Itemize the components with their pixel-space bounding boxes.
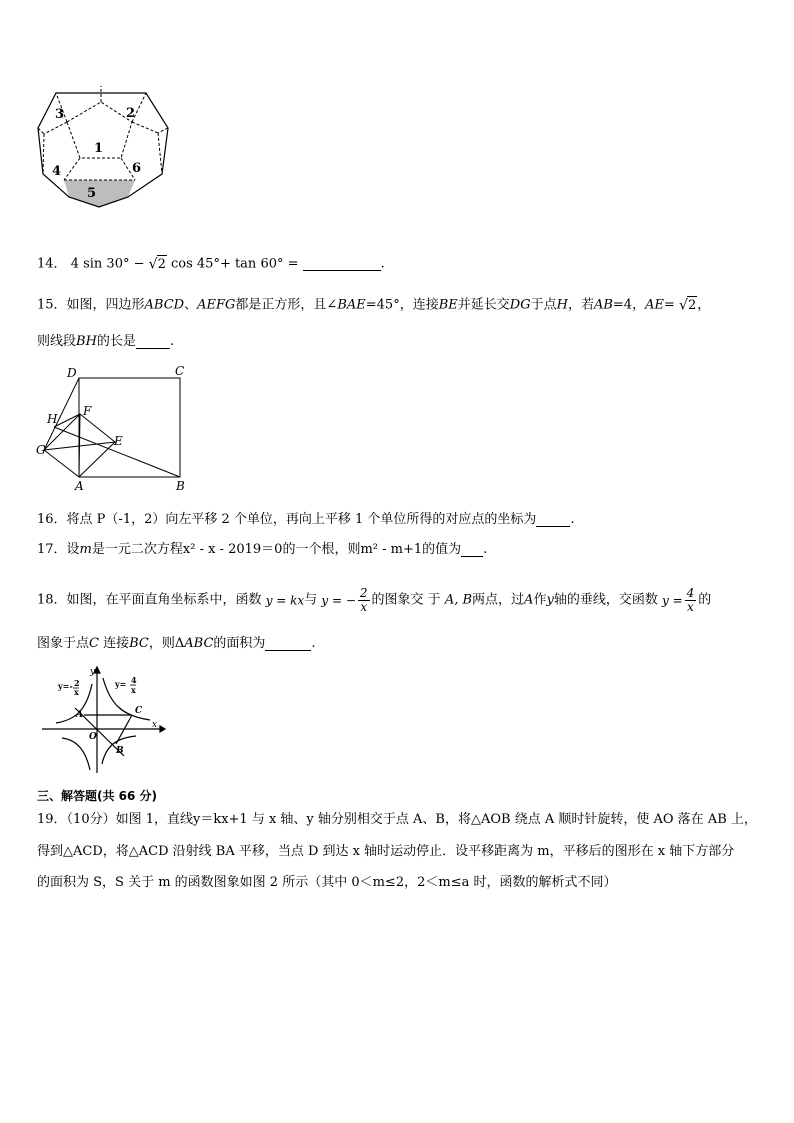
fraction-denominator: x — [360, 600, 368, 614]
q17-a: 17．设 — [37, 542, 80, 557]
q16-text: 16．将点 P（-1，2）向左平移 2 个单位，再向上平移 1 个单位所得的对应点的坐标为 — [37, 512, 537, 527]
q15-sqrt-value: 2 — [687, 298, 697, 313]
q15-ae: AE — [645, 297, 664, 313]
graph-point-a: A — [76, 710, 83, 720]
q18-f: 轴的垂线，交函数 — [553, 592, 658, 608]
q17-b: 是一元二次方程 — [91, 542, 183, 557]
q15-bae: BAE — [337, 297, 366, 313]
graph-point-o: O — [89, 732, 97, 742]
graph-point-c: C — [135, 706, 143, 716]
sqrt-symbol: √ — [148, 256, 158, 273]
q18-line2-d: 的面积为 — [213, 636, 266, 651]
q17-answer-blank[interactable] — [461, 544, 483, 557]
question-15-line1 — [37, 296, 710, 315]
question-14 — [37, 255, 385, 274]
graph-label-right-den: x — [131, 685, 136, 695]
question-19-line1: 19．（10分）如图 1，直线y＝kx+1 与 x 轴、y 轴分别相交于点 A、B，将△AOB 绕点 A 顺时针旋转，使 AO 落在 AB 上， — [37, 812, 757, 827]
graph-label-left-num: 2 — [74, 678, 80, 688]
question-18-line1 — [37, 586, 712, 614]
q18-abc: ABC — [184, 636, 214, 651]
q15-end: . — [169, 334, 175, 349]
dodecahedron-figure — [36, 86, 170, 212]
q18-function-1: y = kx — [265, 593, 305, 608]
label-b: B — [176, 479, 185, 492]
question-15-line2 — [37, 333, 174, 352]
q17-d: 的值为 — [422, 542, 462, 557]
q14-number: 14． — [37, 256, 67, 272]
q14-end: . — [380, 256, 385, 272]
graph-axis-y-label: y — [90, 667, 96, 677]
question-16 — [37, 511, 575, 530]
q14-sqrt-value: 2 — [157, 257, 166, 272]
q15-aefg: AEFG — [197, 297, 236, 313]
q15-bh: BH — [76, 334, 97, 349]
q15-sep: 、 — [184, 297, 198, 313]
label-h: H — [47, 412, 58, 426]
curve-4-over-x-lower — [62, 738, 90, 770]
q16-end: . — [570, 512, 575, 527]
fraction-numerator: 4 — [686, 586, 695, 600]
q17-expression: m² - m+1 — [360, 542, 423, 557]
face-label-6: 6 — [132, 161, 142, 176]
q15-h: H — [556, 297, 568, 313]
q15-line2-a: 则线段 — [37, 334, 77, 349]
q15-text-c: =45°，连接 — [365, 297, 439, 313]
q14-answer-blank[interactable] — [303, 258, 381, 271]
label-f: F — [83, 404, 92, 418]
q15-text-a: 15．如图，四边形 — [37, 297, 145, 313]
q18-g: 的 — [698, 592, 712, 608]
q15-abcd: ABCD — [144, 297, 185, 313]
q18-point-c: C — [89, 636, 99, 651]
q15-text-e: 于点 — [530, 297, 557, 313]
q18-d: 两点，过 — [472, 592, 525, 608]
q17-c: 的一个根，则 — [282, 542, 361, 557]
q18-line2-a: 图象于点 — [37, 636, 90, 651]
section-3-title: 三、解答题(共 66 分) — [37, 789, 158, 803]
label-e: E — [114, 434, 123, 448]
squares-figure — [34, 362, 194, 492]
q14-expr-part1: 4 sin 30° − — [70, 256, 145, 272]
fraction-numerator: 2 — [359, 586, 368, 600]
label-a: A — [75, 479, 84, 492]
q15-text-i: ， — [697, 297, 711, 313]
label-c: C — [175, 364, 185, 378]
coordinate-graph-figure — [40, 666, 168, 776]
graph-label-right-num: 4 — [131, 675, 137, 685]
face-label-5: 5 — [87, 186, 97, 201]
q15-text-f: ，若 — [567, 297, 594, 313]
graph-point-b: B — [116, 746, 124, 756]
q18-function-2-prefix: y = − — [321, 593, 356, 608]
q18-a: 18．如图，在平面直角坐标系中，函数 — [37, 592, 262, 608]
q18-line2-b: 连接 — [103, 636, 130, 651]
q15-line2-b: 的长是 — [96, 334, 136, 349]
graph-label-right: y= — [115, 679, 127, 689]
q18-bc: BC — [129, 636, 149, 651]
q18-end: . — [311, 636, 316, 651]
label-d: D — [67, 366, 77, 380]
q15-text-h: = — [663, 297, 675, 313]
q15-be: BE — [438, 297, 458, 313]
q18-answer-blank[interactable] — [265, 638, 311, 651]
question-19-line3: 的面积为 S，S 关于 m 的函数图象如图 2 所示（其中 0＜m≤2，2＜m≤a 时，函数的解析式不同） — [37, 875, 617, 890]
q15-text-b: 都是正方形，且∠ — [235, 297, 338, 313]
face-label-1: 1 — [94, 141, 104, 156]
face-label-3: 3 — [55, 107, 65, 122]
question-17 — [37, 541, 487, 560]
x-axis-arrow — [160, 726, 165, 732]
q15-text-d: 并延长交 — [457, 297, 510, 313]
q15-answer-blank[interactable] — [136, 336, 170, 349]
face-label-2: 2 — [126, 106, 136, 121]
curve-4-over-x-upper — [103, 678, 150, 720]
face-label-4: 4 — [52, 164, 62, 179]
graph-axis-x-label: x — [152, 720, 158, 730]
q18-c: 的图象交 于 — [371, 592, 441, 608]
q14-expr-part2: cos 45°+ tan 60° = — [170, 256, 299, 272]
q17-equation: x² - x - 2019＝0 — [182, 542, 283, 557]
q18-point-a: A — [524, 592, 534, 608]
q18-fraction-neg2-over-x — [358, 587, 370, 614]
fraction-denominator: x — [687, 600, 694, 614]
q18-points-ab: A, B — [444, 592, 473, 608]
graph-label-left-den: x — [74, 687, 79, 697]
label-g: G — [36, 443, 46, 457]
question-19-line2: 得到△ACD，将△ACD 沿射线 BA 平移，当点 D 到达 x 轴时运动停止．设平移距离为 m，平移后的图形在 x 轴下方部分 — [37, 844, 735, 859]
dodeca-face-5-shaded — [64, 180, 135, 207]
q18-fraction-4-over-x — [685, 587, 697, 614]
graph-label-left: y=- — [58, 681, 73, 691]
question-18-line2 — [37, 635, 316, 654]
q17-m: m — [79, 542, 92, 557]
q16-answer-blank[interactable] — [536, 514, 570, 527]
q17-end: . — [483, 542, 488, 557]
q15-text-g: =4， — [612, 297, 646, 313]
q18-line2-c: ，则Δ — [148, 636, 185, 651]
q15-dg: DG — [509, 297, 531, 313]
q18-function-3-prefix: y = — [661, 593, 683, 608]
q18-b: 与 — [304, 592, 318, 608]
sqrt-symbol: √ — [679, 297, 688, 314]
q18-e: 作 — [533, 592, 547, 608]
q15-ab: AB — [593, 297, 613, 313]
q18-y: y — [546, 592, 554, 608]
